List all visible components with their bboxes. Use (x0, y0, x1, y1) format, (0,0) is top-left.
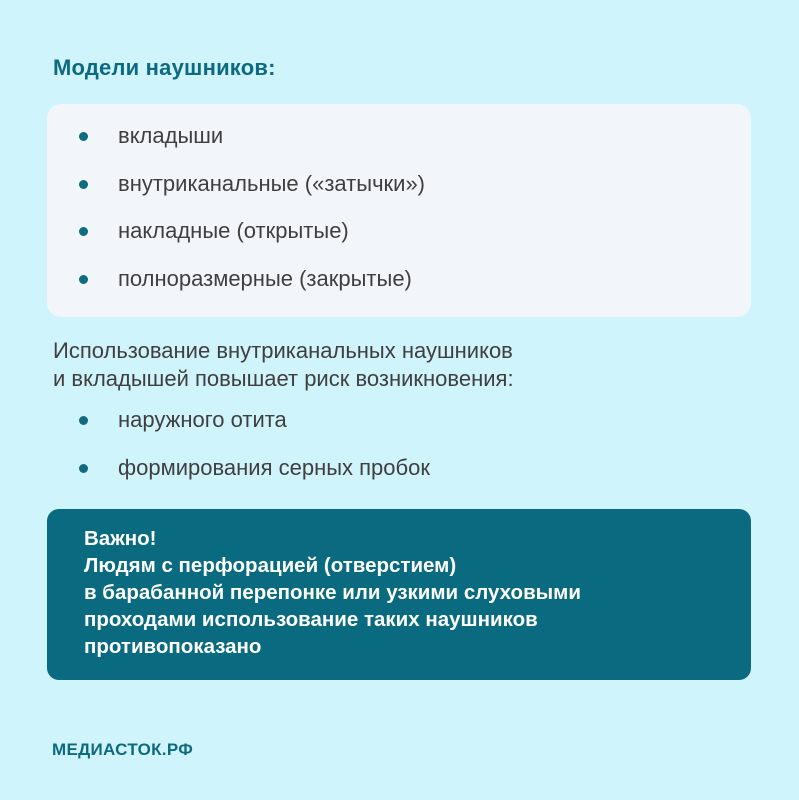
bullet-icon (79, 464, 88, 473)
warning-text-line: в барабанной перепонке или узкими слуховыми (84, 581, 581, 604)
warning-box (47, 509, 751, 680)
list-item-label: накладные (открытые) (118, 218, 349, 243)
warning-text-line: проходами использование таких наушников (84, 608, 538, 631)
list-item-label: формирования серных пробок (118, 454, 430, 480)
headphone-models-list (47, 122, 425, 312)
list-item (47, 122, 425, 170)
list-item (47, 406, 430, 454)
list-item (47, 265, 425, 313)
bullet-icon (79, 180, 88, 189)
bullet-icon (79, 132, 88, 141)
list-item-label: полноразмерные (закрытые) (118, 265, 412, 291)
bullet-icon (79, 227, 88, 236)
list-item (47, 454, 430, 502)
list-item-label: вкладыши (118, 123, 224, 148)
list-item-label: внутриканальные («затычки») (118, 170, 426, 196)
warning-text-line: противопоказано (84, 635, 262, 658)
bullet-icon (79, 416, 88, 425)
list-item-label: наружного отита (118, 407, 287, 432)
brand-footer: МЕДИАСТОК.РФ (52, 740, 194, 759)
risk-intro-paragraph (53, 337, 693, 393)
risk-list (47, 406, 430, 501)
risk-intro-line: и вкладышей повышает риск возникновения: (53, 366, 514, 391)
warning-title: Важно! (84, 527, 157, 550)
list-item (47, 170, 425, 218)
risk-intro-line: Использование внутриканальных наушников (53, 338, 513, 363)
warning-text-line: Людям с перфорацией (отверстием) (84, 554, 457, 577)
list-item (47, 217, 425, 265)
bullet-icon (79, 275, 88, 284)
page-title: Модели наушников: (53, 55, 276, 80)
